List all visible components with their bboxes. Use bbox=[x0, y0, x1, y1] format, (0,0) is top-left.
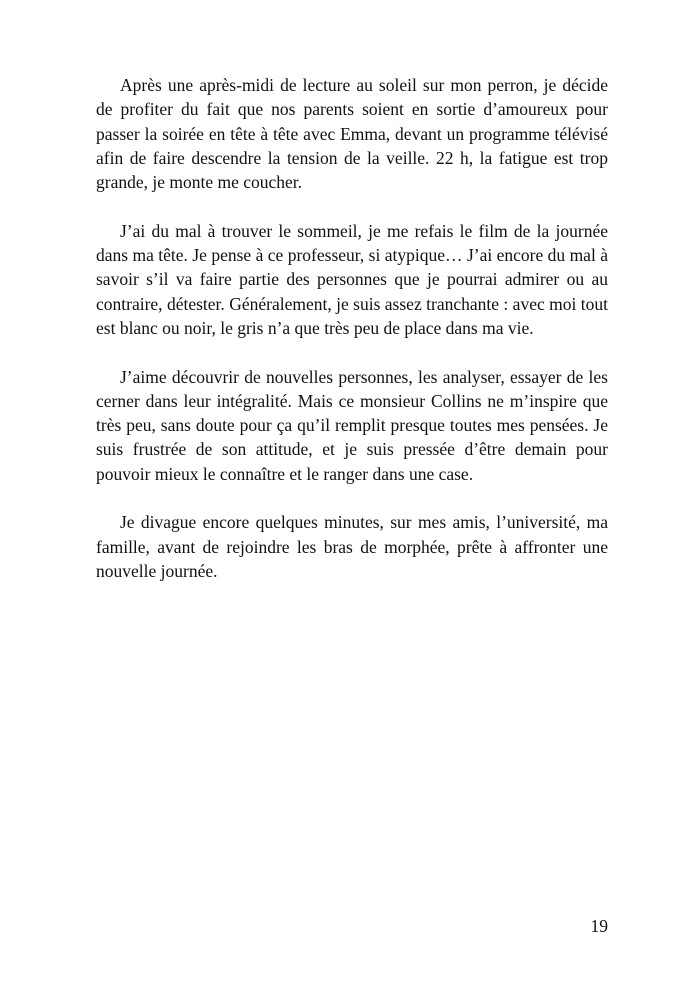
paragraph: J’ai du mal à trouver le sommeil, je me refais le film de la journée dans ma tête. Je pense à ce professeur, si atypique… J’ai encore du mal à savoir s’il va faire partie des personnes que je pourrai admirer ou au contraire, détester. Généralement, je suis assez tranchante : avec moi tout est blanc ou noir, le gris n’a que très peu de place dans ma vie. bbox=[96, 220, 608, 338]
paragraph: J’aime découvrir de nouvelles personnes, les analyser, essayer de les cerner dans leur intégralité. Mais ce monsieur Collins ne m’inspire que très peu, sans doute pour ça qu’il remplit presque toutes mes pensées. Je suis frustrée de son attitude, et je suis pressée d’être demain pour pouvoir mieux le connaître et le ranger dans une case. bbox=[96, 366, 608, 484]
paragraph: Je divague encore quelques minutes, sur mes amis, l’université, ma famille, avant de rejoindre les bras de morphée, prête à affronter une nouvelle journée. bbox=[96, 512, 608, 581]
page-body bbox=[96, 73, 608, 608]
page-number: 19 bbox=[590, 916, 608, 936]
paragraph: Après une après-midi de lecture au soleil sur mon perron, je décide de profiter du fait que nos parents soient en sortie d’amoureux pour passer la soirée en tête à tête avec Emma, devant un programme télévisé afin de faire descendre la tension de la veille. 22 h, la fatigue est trop grande, je monte me coucher. bbox=[96, 75, 608, 193]
